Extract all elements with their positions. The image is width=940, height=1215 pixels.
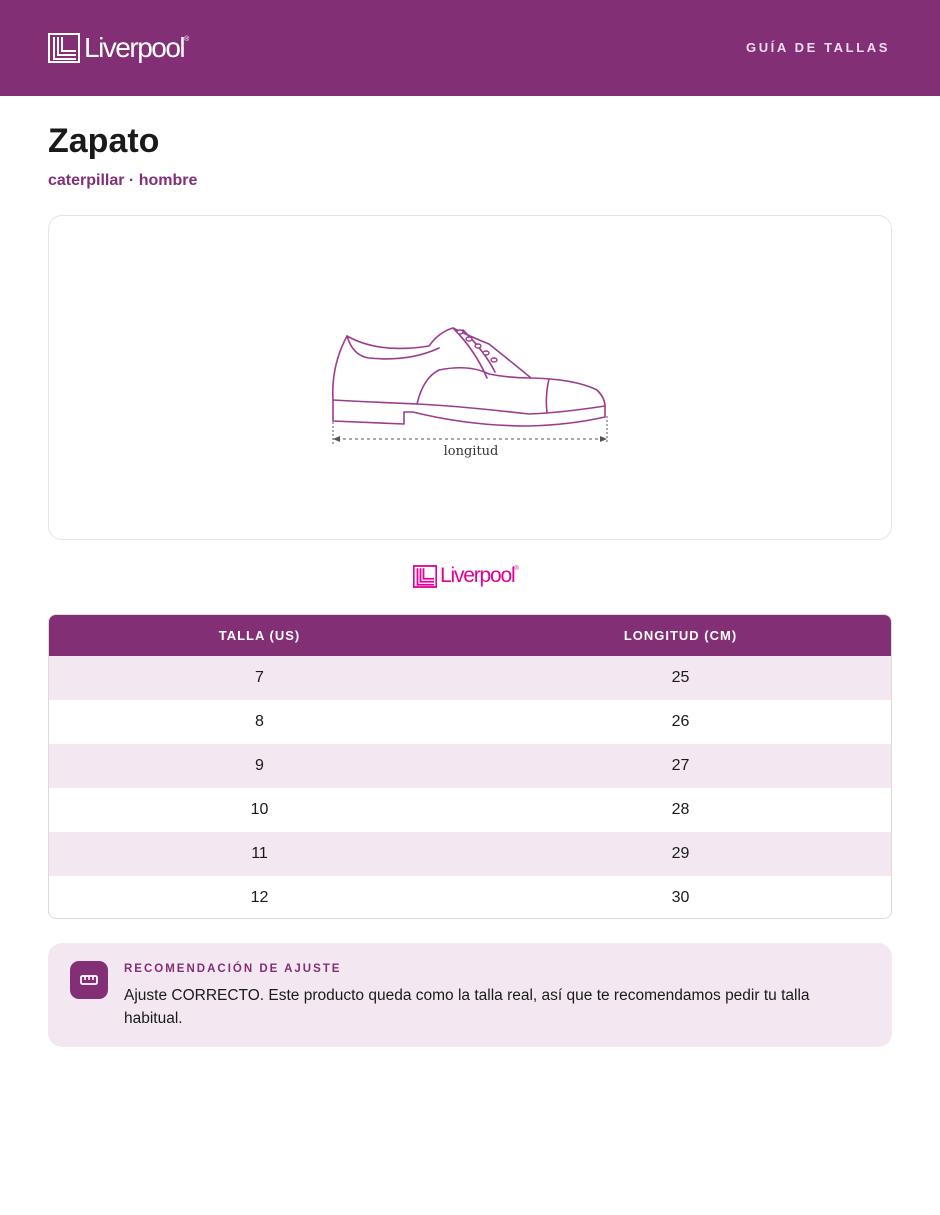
table-row	[49, 744, 891, 788]
cell-size: 8	[255, 713, 264, 730]
liverpool-logo-icon	[413, 565, 437, 588]
fit-recommendation	[48, 943, 892, 1047]
cell-size: 7	[255, 669, 264, 686]
cell-length: 25	[671, 669, 690, 686]
brand-name: Liverpool	[84, 32, 185, 63]
cell-length: 29	[671, 845, 690, 862]
table-row	[49, 832, 891, 876]
length-label: longitud	[443, 444, 499, 459]
liverpool-brand-mark: Liverpool ®	[413, 563, 519, 589]
ruler-icon	[70, 961, 108, 999]
table-row	[49, 700, 891, 744]
top-header	[0, 0, 940, 96]
size-guide-link[interactable]: GUÍA DE TALLAS	[745, 40, 890, 55]
column-header-size: TALLA (US)	[218, 628, 301, 643]
brand-mark-name: Liverpool	[440, 564, 515, 587]
recommendation-label: RECOMENDACIÓN DE AJUSTE	[124, 963, 342, 975]
table-body	[49, 656, 891, 919]
cell-size: 11	[251, 845, 268, 862]
column-header-length: LONGITUD (CM)	[623, 628, 738, 643]
table-header	[49, 615, 891, 656]
page-title: Zapato	[48, 122, 160, 160]
liverpool-logo-icon	[48, 33, 80, 63]
size-table	[48, 614, 892, 919]
cell-length: 27	[671, 757, 690, 774]
shoe-measurement-diagram	[329, 266, 614, 496]
cell-size: 10	[250, 801, 269, 818]
recommendation-text: Ajuste CORRECTO. Este producto queda como la talla real, así que te recomendamos pedir tu talla habitual.	[124, 987, 810, 1027]
cell-length: 28	[671, 801, 690, 818]
table-row	[49, 656, 891, 700]
liverpool-logo[interactable]: Liverpool ®	[48, 31, 189, 65]
cell-length: 30	[671, 889, 690, 906]
shoe-diagram-card	[48, 215, 892, 540]
table-row	[49, 788, 891, 832]
product-subtitle: caterpillar · hombre	[48, 172, 198, 189]
table-row	[49, 876, 891, 919]
cell-size: 9	[255, 757, 264, 774]
cell-size: 12	[250, 889, 269, 906]
cell-length: 26	[671, 713, 690, 730]
